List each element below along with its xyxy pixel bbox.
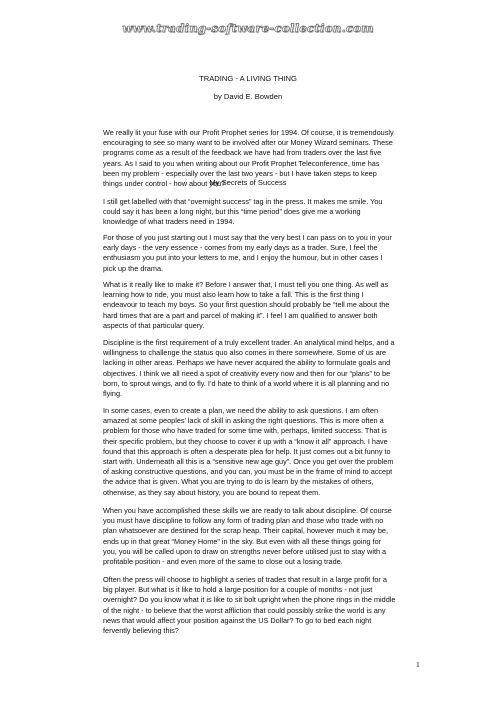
paragraph-4: What is it really like to make it? Before I answer that, I must tell you one thing. As well as learning how to ride, you must also learn how to take a fall. This is the first thing I endeavour to teach my boys. So your first question should probably be “tell me about the hard times that are a part and parcel of making it”. I feel I am qualified to answer both aspects of that particular query. bbox=[103, 280, 390, 330]
paragraph-7: When you have accomplished these skills we are ready to talk about discipline. Of course you must have discipline to follow any form of trading plan and those who trade with no plan whatsoever are destined for the scrap heap. Their capital, however much it may be, ends up in that great “Money Home” in the sky. But even with all these things going for you, you will be called upon to draw on strengths never before utilised just to stay with a profitable position - and even more of the same to close out a losing trade. bbox=[103, 506, 392, 567]
page-number: 1 bbox=[416, 660, 420, 669]
watermark-url: www.trading-software-collection.com bbox=[122, 21, 374, 35]
document-title: TRADING - A LIVING THING bbox=[199, 74, 297, 83]
section-heading: My Secrets of Success bbox=[209, 178, 287, 187]
paragraph-5: Discipline is the first requirement of a truly excellent trader. An analytical mind helps, and a willingness to challenge the status quo also comes in there somewhere. Some of us are lacking in other areas. Perhaps we have never acquired the ability to formulate goals and objectives. I think we all need a spot of creativity every now and then for our “plans” to be born, to sprout wings, and to fly. I’d hate to think of a world where it is all planning and no flying. bbox=[103, 338, 395, 399]
paragraph-8: Often the press will choose to highlight a series of trades that result in a large profit for a big player. But what is it like to hold a large position for a couple of months - not just overnight? Do you know what it is like to sit bolt upright when the phone rings in the middle of the night - to believe that the worst affliction that could possibly strike the world is any news that would affect your position against the US Dollar? To go to bed each night fervently believing this? bbox=[103, 575, 396, 636]
paragraph-1: We really lit your fuse with our Profit Prophet series for 1994. Of course, it is tremendously encouraging to see so many want to be involved after our Money Wizard seminars. These programs come as a result of the feedback we have had from traders over the last five years. As I said to you when writing about our Profit Prophet Teleconference, time has been my problem - especially over the last two years - but I have taken steps to keep things under control - how about you? bbox=[103, 128, 394, 189]
paragraph-2: I still get labelled with that “overnight success” tag in the press. It makes me smile. You could say it has been a long night, but this “time period” does give me a working knowledge of what traders need in 1994. bbox=[103, 197, 383, 227]
document-author: by David E. Bowden bbox=[213, 92, 283, 101]
paragraph-3: For those of you just starting out I must say that the very best I can pass on to you in your early days - the very essence - comes from my early days as a trader. Sure, I feel the enthusiasm you put into your letters to me, and I enjoy the humour, but in other cases I pick up the drama. bbox=[103, 233, 392, 273]
paragraph-6: In some cases, even to create a plan, we need the ability to ask questions. I am often amazed at some peoples’ lack of skill in asking the right questions. This is more often a problem for those who have traded for some time with, perhaps, limited success. That is their specific problem, but they choose to cover it up with a “know it all” approach. I have found that this approach is often a desperate plea for help. It just comes out a bit funny to start with. Underneath all this is a “sensitive new age guy”. Once you get over the problem of asking constructive questions, and you can, you must be in the frame of mind to accept the advice that is given. What you are trying to do is learn by the mistakes of others, otherwise, as they say about history, you are bound to repeat them. bbox=[103, 406, 394, 497]
